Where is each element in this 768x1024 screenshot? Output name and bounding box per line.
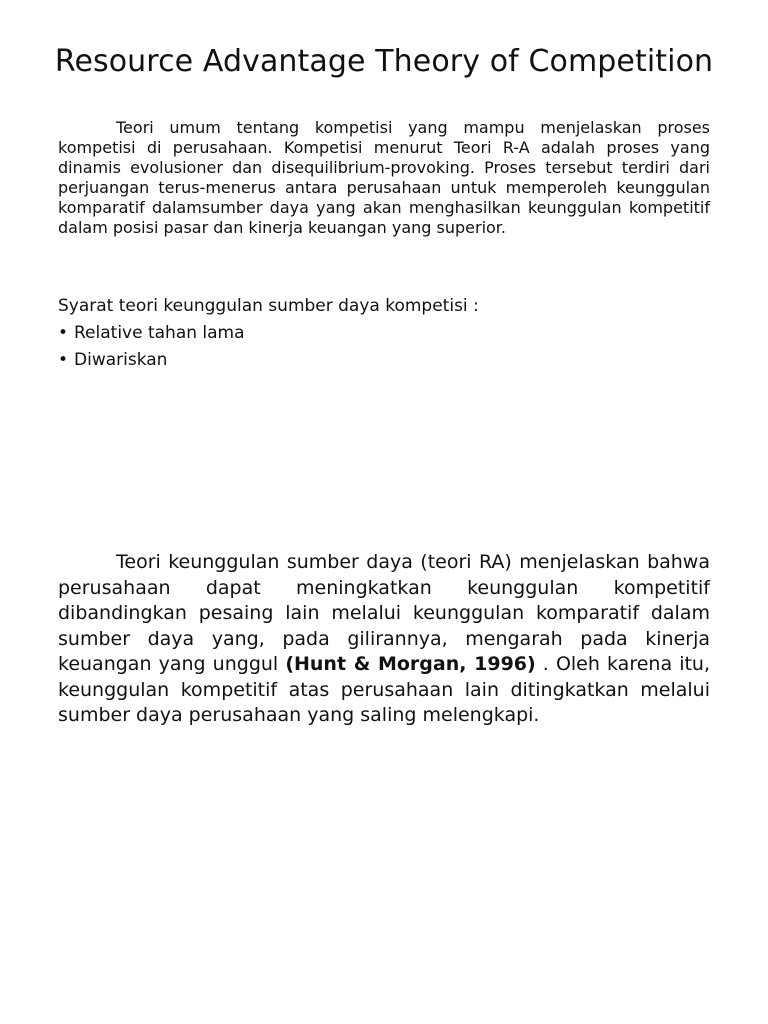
list-item-text: Diwariskan — [74, 350, 168, 370]
theory-paragraph-text-after: . Oleh karena itu, keunggulan kompetitif atas perusahaan lain ditingkatkan melalui sumber daya perusahaan yang saling melengkapi. — [58, 653, 711, 726]
intro-paragraph-text: Teori umum tentang kompetisi yang mampu menjelaskan proses kompetisi di perusahaan. Kompetisi menurut Teori R-A adalah proses yang dinamis evolusioner dan disequilibrium-provoking. Proses tersebut terdiri dari perjuangan terus-menerus antara perusahaan untuk memperoleh keunggulan komparatif dalamsumber daya yang akan menghasilkan keunggulan kompetitif dalam posisi pasar dan kinerja keuangan yang superior. — [58, 118, 710, 237]
page-title: Resource Advantage Theory of Competition — [54, 44, 714, 79]
requirements-list — [58, 320, 710, 374]
bullet-icon: • — [58, 350, 69, 370]
requirements-section — [58, 293, 710, 374]
list-item-text: Relative tahan lama — [74, 323, 245, 343]
requirements-heading: Syarat teori keunggulan sumber daya kompetisi : — [58, 296, 479, 316]
citation: (Hunt & Morgan, 1996) — [285, 653, 536, 675]
bullet-icon: • — [58, 323, 69, 343]
theory-paragraph-text-before: Teori keunggulan sumber daya (teori RA) menjelaskan bahwa perusahaan dapat meningkatkan keunggulan kompetitif dibandingkan pesaing lain melalui keunggulan komparatif dalam sumber daya yang, pada gilirannya, mengarah pada kinerja keuangan yang unggul — [58, 551, 710, 675]
intro-paragraph — [58, 118, 710, 238]
list-item — [58, 320, 710, 347]
list-item — [58, 347, 710, 374]
theory-paragraph — [58, 550, 710, 729]
